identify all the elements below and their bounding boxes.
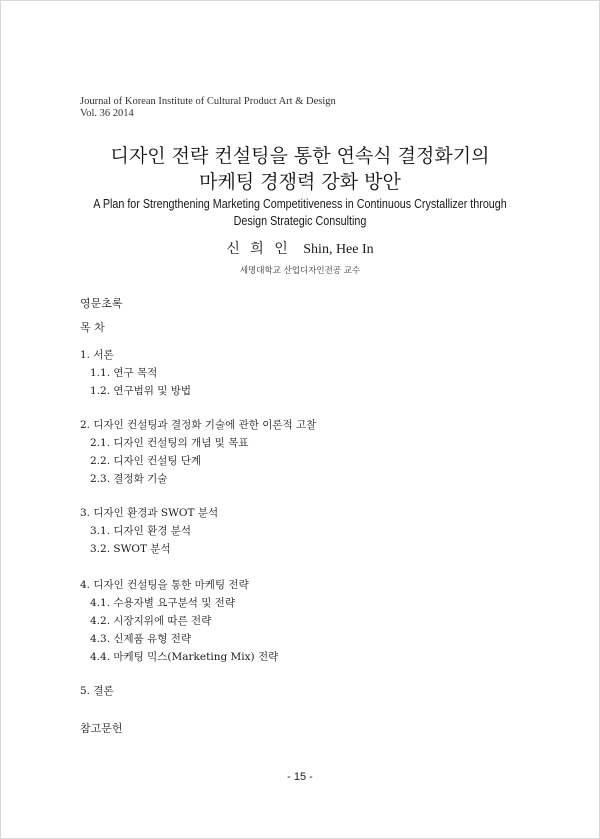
references-heading: 참고문헌 — [80, 722, 123, 735]
title-english-line2: Design Strategic Consulting — [233, 214, 367, 228]
toc-item: 1.2. 연구범위 및 방법 — [90, 385, 192, 397]
page-number: - 15 - — [287, 771, 313, 783]
toc-item: 2.3. 결정화 기술 — [90, 473, 168, 485]
title-english — [76, 196, 523, 230]
title-korean-line2: 마케팅 경쟁력 강화 방안 — [199, 171, 401, 193]
toc-item: 3.2. SWOT 분석 — [90, 543, 171, 555]
journal-volume: Vol. 36 2014 — [80, 108, 134, 119]
toc-item: 4.1. 수용자별 요구분석 및 전략 — [90, 597, 235, 609]
journal-name: Journal of Korean Institute of Cultural Product Art & Design — [80, 96, 336, 107]
author-name-english: Shin, Hee In — [303, 242, 374, 257]
toc-item: 4. 디자인 컨설팅을 통한 마케팅 전략 — [80, 579, 249, 591]
toc-item: 3.1. 디자인 환경 분석 — [90, 525, 192, 537]
toc-item: 4.3. 신제품 유형 전략 — [90, 633, 192, 645]
toc-item: 4.4. 마케팅 믹스(Marketing Mix) 전략 — [90, 651, 279, 663]
toc-item: 1.1. 연구 목적 — [90, 367, 158, 379]
toc-item: 2.2. 디자인 컨설팅 단계 — [90, 455, 202, 467]
toc-heading: 목 차 — [80, 321, 105, 334]
author — [0, 240, 600, 259]
toc-item: 3. 디자인 환경과 SWOT 분석 — [80, 507, 219, 519]
author-name-korean: 신 희 인 — [226, 241, 291, 257]
toc-item: 2.1. 디자인 컨설팅의 개념 및 목표 — [90, 437, 249, 449]
toc-item: 5. 결론 — [80, 685, 114, 697]
toc-item: 2. 디자인 컨설팅과 결정화 기술에 관한 이론적 고찰 — [80, 419, 317, 431]
journal-header — [80, 96, 336, 120]
toc-item: 1. 서론 — [80, 349, 114, 361]
abstract-heading: 영문초록 — [80, 297, 123, 310]
title-korean-line1: 디자인 전략 컨설팅을 통한 연속식 결정화기의 — [110, 145, 490, 167]
title-english-line1: A Plan for Strengthening Marketing Competitiveness in Continuous Crystallizer through — [93, 197, 507, 211]
author-affiliation: 세명대학교 산업디자인전공 교수 — [239, 266, 361, 276]
toc-item: 4.2. 시장지위에 따른 전략 — [90, 615, 212, 627]
